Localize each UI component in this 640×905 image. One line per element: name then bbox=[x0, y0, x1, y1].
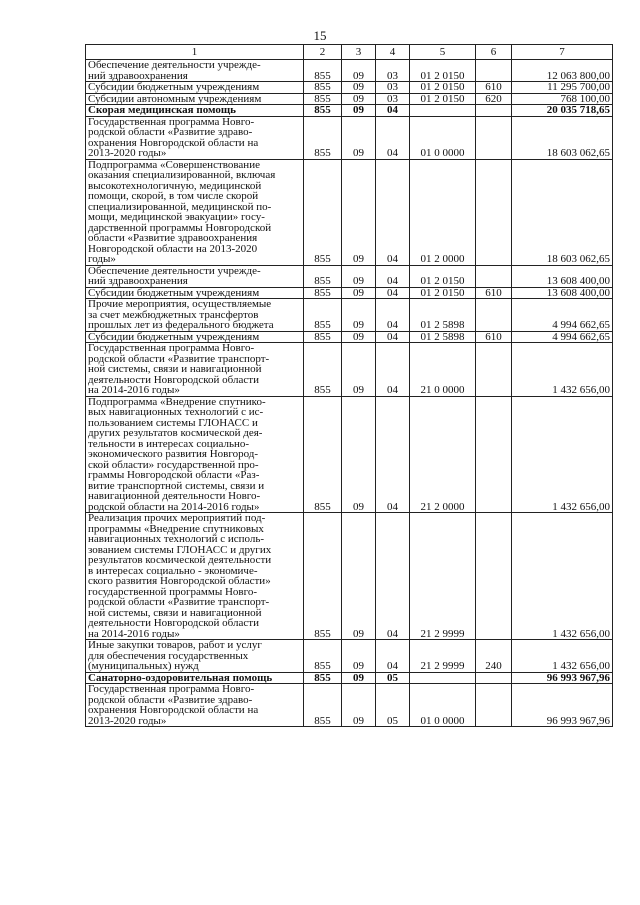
cell-c4: 04 bbox=[376, 299, 410, 332]
cell-c2: 855 bbox=[304, 60, 342, 82]
table-row bbox=[86, 684, 613, 727]
cell-c6 bbox=[476, 116, 512, 159]
cell-c3: 09 bbox=[342, 299, 376, 332]
table-header-row bbox=[86, 45, 613, 60]
cell-c6 bbox=[476, 684, 512, 727]
cell-c2: 855 bbox=[304, 684, 342, 727]
cell-c6 bbox=[476, 513, 512, 640]
cell-c6 bbox=[476, 672, 512, 684]
table-row bbox=[86, 60, 613, 82]
header-col-3: 3 bbox=[342, 45, 376, 60]
cell-c1: Подпрограмма «Внедрение спутнико- вых навигационных технологий с ис- пользованием системы ГЛОНАСС и других результатов космической дея- тельности в интересах социально- экономического развития Новгород- ской области» государственной про- граммы Новгородской области «Раз- витие транспортной системы, связи и навигационной деятельности Новго- родской области на 2014-2016 годы» bbox=[86, 396, 304, 513]
cell-c2: 855 bbox=[304, 105, 342, 117]
cell-c5: 01 2 0150 bbox=[410, 287, 476, 299]
cell-c3: 09 bbox=[342, 640, 376, 673]
cell-c6 bbox=[476, 343, 512, 397]
cell-c3: 09 bbox=[342, 265, 376, 287]
cell-c1: Субсидии автономным учреждениям bbox=[86, 93, 304, 105]
header-col-5: 5 bbox=[410, 45, 476, 60]
cell-c5: 01 2 5898 bbox=[410, 331, 476, 343]
cell-c1: Обеспечение деятельности учрежде- ний здравоохранения bbox=[86, 265, 304, 287]
cell-c7: 1 432 656,00 bbox=[512, 343, 613, 397]
cell-c7: 11 295 700,00 bbox=[512, 82, 613, 94]
cell-c2: 855 bbox=[304, 640, 342, 673]
table-row bbox=[86, 331, 613, 343]
table-row bbox=[86, 513, 613, 640]
cell-c6: 240 bbox=[476, 640, 512, 673]
cell-c3: 09 bbox=[342, 513, 376, 640]
cell-c4: 04 bbox=[376, 513, 410, 640]
cell-c2: 855 bbox=[304, 82, 342, 94]
cell-c4: 05 bbox=[376, 672, 410, 684]
table-row bbox=[86, 265, 613, 287]
cell-c1: Реализация прочих мероприятий под- программы «Внедрение спутниковых навигационных технологий с исполь- зованием системы ГЛОНАСС и других результатов космической деятельности в интересах социально - экономиче- ского развития Новгородской области» государственной программы Новго- родской области «Развитие транспорт- ной системы, связи и навигационной деятельности Новгородской области на 2014-2016 годы» bbox=[86, 513, 304, 640]
cell-c2: 855 bbox=[304, 116, 342, 159]
cell-c3: 09 bbox=[342, 331, 376, 343]
cell-c5 bbox=[410, 105, 476, 117]
table-row bbox=[86, 287, 613, 299]
cell-c7: 12 063 800,00 bbox=[512, 60, 613, 82]
cell-c3: 09 bbox=[342, 287, 376, 299]
cell-c1: Обеспечение деятельности учрежде- ний здравоохранения bbox=[86, 60, 304, 82]
cell-c5: 21 2 9999 bbox=[410, 640, 476, 673]
budget-table bbox=[85, 44, 613, 727]
cell-c4: 05 bbox=[376, 684, 410, 727]
cell-c7: 20 035 718,65 bbox=[512, 105, 613, 117]
header-col-7: 7 bbox=[512, 45, 613, 60]
header-col-4: 4 bbox=[376, 45, 410, 60]
header-col-1: 1 bbox=[86, 45, 304, 60]
table-row bbox=[86, 343, 613, 397]
cell-c4: 04 bbox=[376, 116, 410, 159]
cell-c4: 04 bbox=[376, 105, 410, 117]
cell-c6: 610 bbox=[476, 287, 512, 299]
cell-c2: 855 bbox=[304, 93, 342, 105]
cell-c4: 04 bbox=[376, 159, 410, 265]
cell-c6: 610 bbox=[476, 82, 512, 94]
cell-c1: Государственная программа Новго- родской области «Развитие транспорт- ной системы, связи и навигационной деятельности Новгородской области на 2014-2016 годы» bbox=[86, 343, 304, 397]
cell-c6 bbox=[476, 299, 512, 332]
cell-c1: Государственная программа Новго- родской области «Развитие здраво- охранения Новгородской области на 2013-2020 годы» bbox=[86, 116, 304, 159]
table-row bbox=[86, 93, 613, 105]
cell-c4: 03 bbox=[376, 82, 410, 94]
cell-c7: 1 432 656,00 bbox=[512, 640, 613, 673]
cell-c1: Прочие мероприятия, осуществляемые за счет межбюджетных трансфертов прошлых лет из федерального бюджета bbox=[86, 299, 304, 332]
cell-c5: 01 0 0000 bbox=[410, 116, 476, 159]
cell-c2: 855 bbox=[304, 299, 342, 332]
cell-c6: 610 bbox=[476, 331, 512, 343]
cell-c7: 18 603 062,65 bbox=[512, 159, 613, 265]
cell-c5: 01 2 0150 bbox=[410, 93, 476, 105]
cell-c5: 01 2 0000 bbox=[410, 159, 476, 265]
cell-c6 bbox=[476, 396, 512, 513]
cell-c6: 620 bbox=[476, 93, 512, 105]
cell-c2: 855 bbox=[304, 672, 342, 684]
cell-c2: 855 bbox=[304, 287, 342, 299]
cell-c6 bbox=[476, 265, 512, 287]
table-row bbox=[86, 105, 613, 117]
cell-c1: Субсидии бюджетным учреждениям bbox=[86, 331, 304, 343]
cell-c7: 1 432 656,00 bbox=[512, 513, 613, 640]
cell-c3: 09 bbox=[342, 343, 376, 397]
cell-c7: 1 432 656,00 bbox=[512, 396, 613, 513]
header-col-2: 2 bbox=[304, 45, 342, 60]
cell-c5: 21 2 0000 bbox=[410, 396, 476, 513]
cell-c4: 03 bbox=[376, 93, 410, 105]
table-row bbox=[86, 116, 613, 159]
cell-c2: 855 bbox=[304, 265, 342, 287]
cell-c5: 01 0 0000 bbox=[410, 684, 476, 727]
table-row bbox=[86, 640, 613, 673]
cell-c1: Иные закупки товаров, работ и услуг для обеспечения государственных (муниципальных) нужд bbox=[86, 640, 304, 673]
cell-c6 bbox=[476, 60, 512, 82]
cell-c5: 21 0 0000 bbox=[410, 343, 476, 397]
cell-c1: Субсидии бюджетным учреждениям bbox=[86, 82, 304, 94]
cell-c2: 855 bbox=[304, 513, 342, 640]
cell-c3: 09 bbox=[342, 672, 376, 684]
cell-c3: 09 bbox=[342, 116, 376, 159]
cell-c7: 768 100,00 bbox=[512, 93, 613, 105]
table-row bbox=[86, 396, 613, 513]
cell-c1: Санаторно-оздоровительная помощь bbox=[86, 672, 304, 684]
cell-c4: 03 bbox=[376, 60, 410, 82]
cell-c5: 01 2 0150 bbox=[410, 82, 476, 94]
cell-c6 bbox=[476, 105, 512, 117]
cell-c4: 04 bbox=[376, 396, 410, 513]
cell-c6 bbox=[476, 159, 512, 265]
page-number: 15 bbox=[313, 28, 327, 43]
table-row bbox=[86, 82, 613, 94]
cell-c4: 04 bbox=[376, 287, 410, 299]
cell-c4: 04 bbox=[376, 640, 410, 673]
cell-c1: Скорая медицинская помощь bbox=[86, 105, 304, 117]
cell-c2: 855 bbox=[304, 396, 342, 513]
cell-c7: 4 994 662,65 bbox=[512, 299, 613, 332]
cell-c5: 01 2 0150 bbox=[410, 265, 476, 287]
cell-c3: 09 bbox=[342, 60, 376, 82]
cell-c7: 18 603 062,65 bbox=[512, 116, 613, 159]
table-row bbox=[86, 672, 613, 684]
cell-c7: 13 608 400,00 bbox=[512, 265, 613, 287]
cell-c1: Подпрограмма «Совершенствование оказания специализированной, включая высокотехнологичную, медицинской помощи, скорой, в том числе скорой специализированной, медицинской по- мощи, медицинской эвакуации» госу- дарственной программы Новгородской области «Развитие здравоохранения Новгородской области на 2013-2020 годы» bbox=[86, 159, 304, 265]
cell-c1: Субсидии бюджетным учреждениям bbox=[86, 287, 304, 299]
cell-c4: 04 bbox=[376, 343, 410, 397]
cell-c5 bbox=[410, 672, 476, 684]
cell-c2: 855 bbox=[304, 159, 342, 265]
cell-c3: 09 bbox=[342, 105, 376, 117]
cell-c7: 4 994 662,65 bbox=[512, 331, 613, 343]
table-row bbox=[86, 299, 613, 332]
cell-c7: 96 993 967,96 bbox=[512, 684, 613, 727]
cell-c2: 855 bbox=[304, 331, 342, 343]
table-row bbox=[86, 159, 613, 265]
cell-c1: Государственная программа Новго- родской области «Развитие здраво- охранения Новгородской области на 2013-2020 годы» bbox=[86, 684, 304, 727]
cell-c7: 13 608 400,00 bbox=[512, 287, 613, 299]
cell-c3: 09 bbox=[342, 93, 376, 105]
cell-c3: 09 bbox=[342, 82, 376, 94]
cell-c2: 855 bbox=[304, 343, 342, 397]
cell-c7: 96 993 967,96 bbox=[512, 672, 613, 684]
cell-c5: 01 2 5898 bbox=[410, 299, 476, 332]
cell-c3: 09 bbox=[342, 684, 376, 727]
cell-c3: 09 bbox=[342, 396, 376, 513]
cell-c5: 21 2 9999 bbox=[410, 513, 476, 640]
cell-c5: 01 2 0150 bbox=[410, 60, 476, 82]
cell-c4: 04 bbox=[376, 331, 410, 343]
header-col-6: 6 bbox=[476, 45, 512, 60]
cell-c4: 04 bbox=[376, 265, 410, 287]
cell-c3: 09 bbox=[342, 159, 376, 265]
